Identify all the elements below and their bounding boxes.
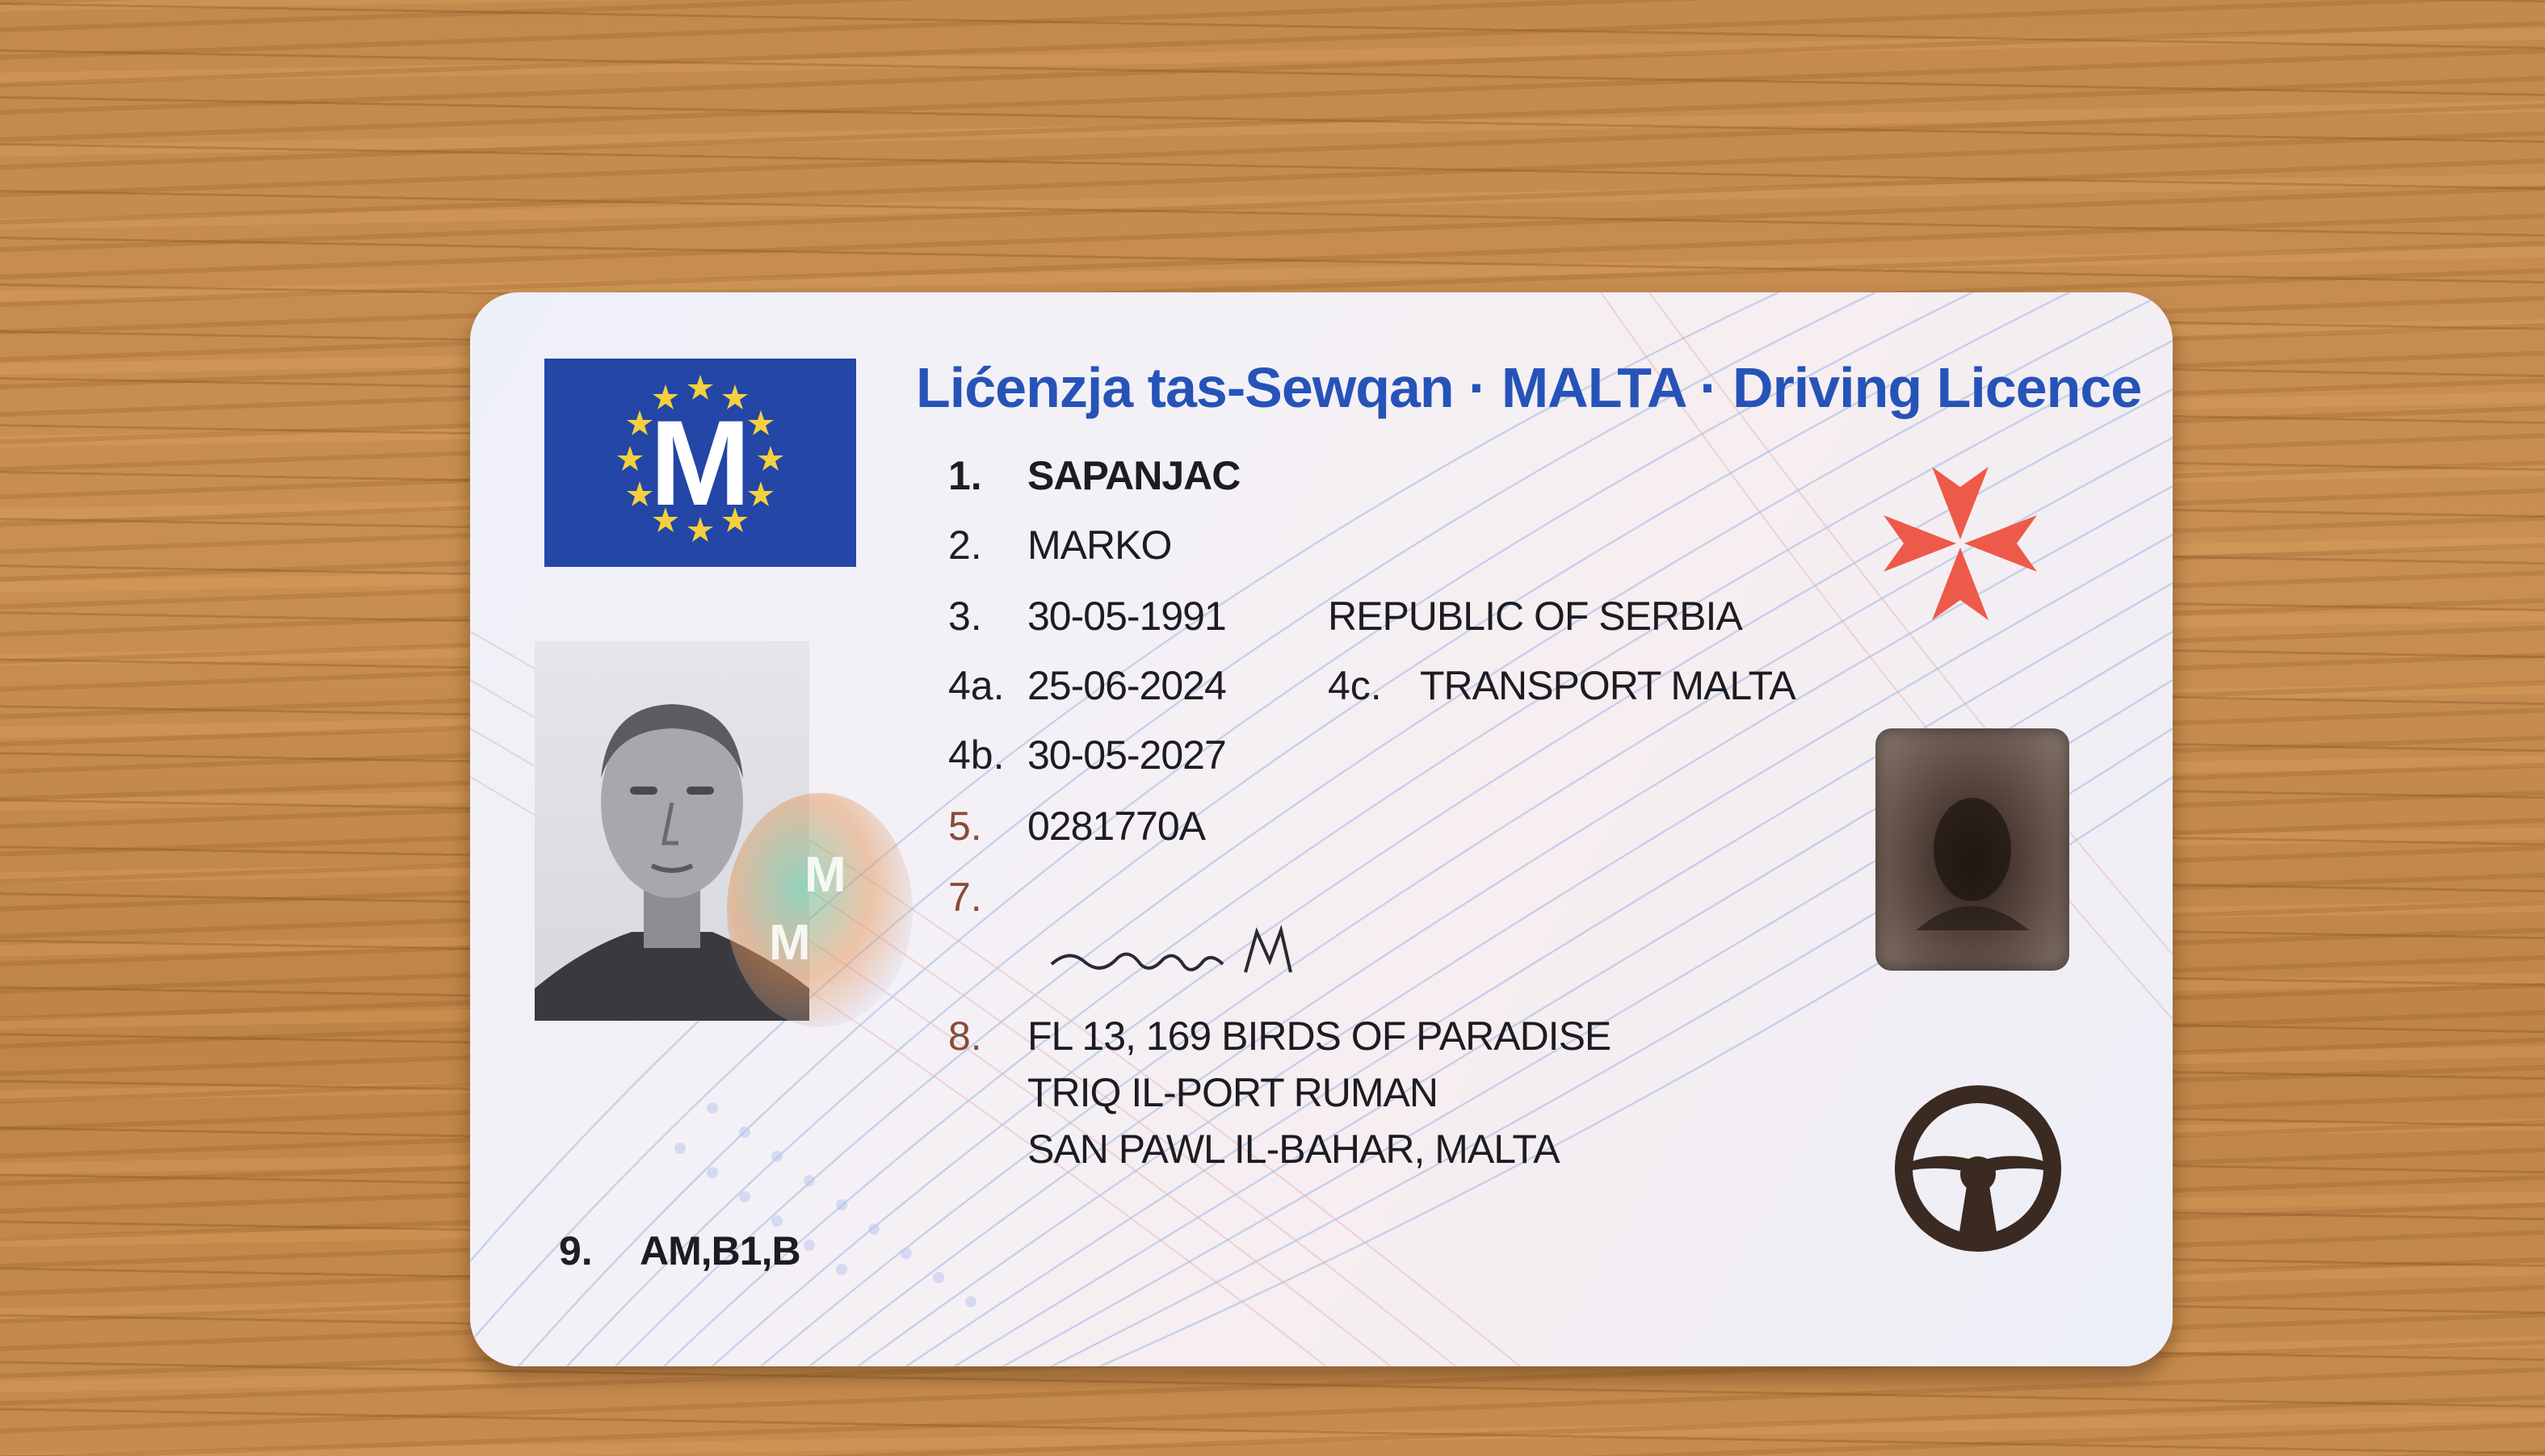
hologram-icon [727, 793, 913, 1027]
birth-date-value: 30-05-1991 [1027, 594, 1226, 639]
card-title: Lićenzja tas-Sewqan · MALTA · Driving Licence [916, 356, 2142, 419]
licence-categories-value: AM,B1,B [640, 1228, 800, 1273]
expiry-date-value: 30-05-2027 [1027, 732, 1226, 778]
hologram-letter: M [769, 915, 811, 971]
field-number: 8. [948, 1013, 982, 1059]
holder-signature [1045, 916, 1304, 988]
hologram-letter: M [804, 847, 846, 903]
given-name-value: MARKO [1027, 522, 1172, 568]
field-number: 4a. [948, 663, 1005, 708]
field-number: 2. [948, 522, 982, 568]
driving-licence-card [470, 292, 2173, 1366]
field-number: 9. [559, 1228, 593, 1273]
field-number: 4b. [948, 732, 1005, 778]
malta-cross-icon [1867, 451, 2053, 636]
licence-number-value: 0281770A [1027, 804, 1206, 849]
field-number: 7. [948, 875, 982, 920]
issuing-authority-value: TRANSPORT MALTA [1420, 663, 1795, 708]
field-number: 5. [948, 804, 982, 849]
eu-flag-icon [544, 359, 856, 567]
issue-date-value: 25-06-2024 [1027, 663, 1226, 708]
eu-country-letter: M [649, 395, 751, 531]
field-number: 1. [948, 453, 982, 498]
steering-wheel-icon [1893, 1084, 2063, 1253]
address-line-3: SAN PAWL IL-BAHAR, MALTA [1027, 1127, 1560, 1172]
ghost-image-window [1875, 728, 2069, 971]
field-number: 3. [948, 594, 982, 639]
address-line-1: FL 13, 169 BIRDS OF PARADISE [1027, 1013, 1611, 1059]
surname-value: SAPANJAC [1027, 453, 1241, 498]
birth-place-value: REPUBLIC OF SERBIA [1328, 594, 1742, 639]
field-number: 4c. [1328, 663, 1382, 708]
address-line-2: TRIQ IL-PORT RUMAN [1027, 1070, 1438, 1115]
